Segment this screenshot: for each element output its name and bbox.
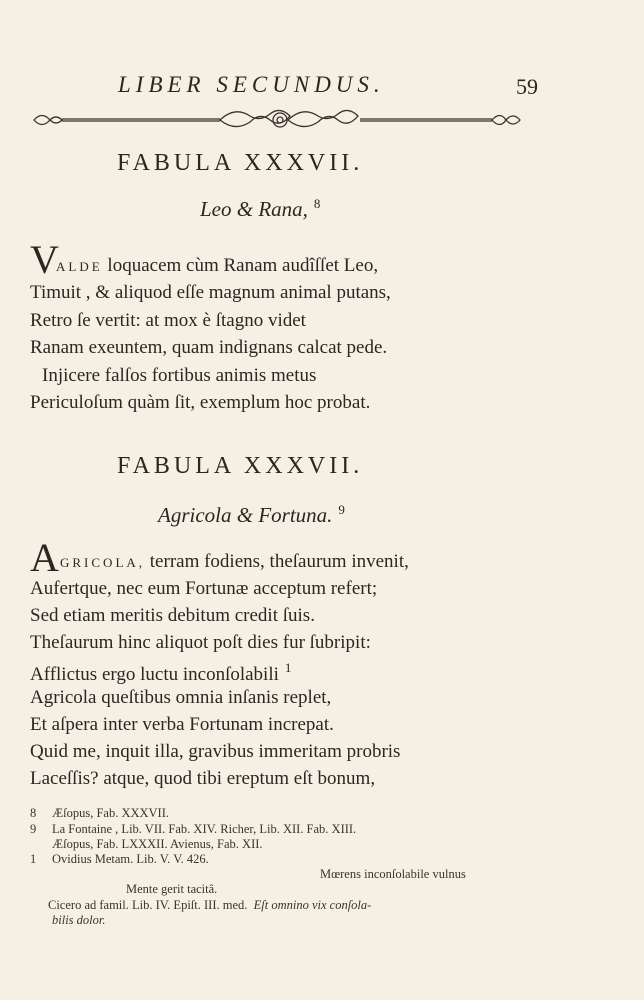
fable-subtitle-text: Leo & Rana, [200, 197, 308, 221]
verse-line: Theſaurum hinc aliquot poſt dies fur ſubripit: [30, 632, 371, 653]
fable-heading-1: FABULA XXXVII. [117, 150, 364, 176]
footnote-continuation: Æſopus, Fab. LXXXII. Avienus, Fab. XII. [52, 837, 263, 851]
verse-line: ALDE loquacem cùm Ranam audîſſet Leo, [56, 255, 379, 276]
fable-heading-2: FABULA XXXVII. [117, 453, 364, 479]
page-number: 59 [516, 74, 538, 99]
verse-line: Retro ſe vertit: at mox è ſtagno videt [30, 310, 306, 331]
footnote: 8 Æſopus, Fab. XXXVII. [30, 806, 170, 820]
running-head [118, 72, 538, 106]
fable-subtitle-text: Agricola & Fortuna. [158, 503, 333, 527]
verse-line: Injicere falſos fortibus animis metus [42, 365, 317, 386]
verse-line: Quid me, inquit illa, gravibus immeritam probris [30, 741, 401, 762]
verse-line: Timuit , & aliquod eſſe magnum animal putans, [30, 282, 391, 303]
footnote-quote-line: Mente gerit tacitâ. [126, 882, 218, 896]
fable-subtitle-1 [200, 196, 320, 222]
note-ref-9: 9 [338, 502, 345, 517]
verse-line: Afflictus ergo luctu inconſolabili $^1$ [30, 660, 292, 685]
verse-line: Sed etiam meritis debitum credit ſuis. [30, 605, 315, 626]
first-word-smallcaps: ALDE [56, 259, 103, 274]
verse-line: Agricola queſtibus omnia inſanis replet, [30, 687, 332, 708]
footnote-continuation: bilis dolor. [52, 913, 106, 927]
running-title: LIBER SECUNDUS. [118, 72, 385, 97]
footnote-continuation: Cicero ad famil. Lib. IV. Epiſt. III. med. Eſt omnino vix conſola- [48, 898, 372, 912]
dropcap-a: A [30, 535, 59, 580]
note-ref-1: 1 [284, 660, 292, 675]
note-ref-8: 8 [313, 196, 321, 211]
verse-line: Ranam exeuntem, quam indignans calcat pede. [30, 337, 388, 358]
first-word-smallcaps: GRICOLA, [60, 555, 146, 570]
ornamental-rule [30, 106, 525, 134]
verse-line: Aufertque, nec eum Fortunæ acceptum refert; [30, 578, 378, 599]
verse-line: Et aſpera inter verba Fortunam increpat. [30, 714, 334, 735]
verse-line: Periculoſum quàm ſit, exemplum hoc probat. [30, 392, 371, 413]
fable-subtitle-2 [158, 502, 345, 528]
dropcap-v: V [30, 237, 59, 282]
footnote: 9 La Fontaine , Lib. VII. Fab. XIV. Richer, Lib. XII. Fab. XIII. [30, 822, 357, 836]
footnote-quote-line: Mœrens inconſolabile vulnus [320, 867, 466, 881]
verse-line: Laceſſis? atque, quod tibi ereptum eſt bonum, [30, 768, 376, 789]
verse-line: GRICOLA, terram fodiens, theſaurum invenit, [60, 551, 409, 572]
footnote: 1 Ovidius Metam. Lib. V. V. 426. [30, 852, 209, 866]
